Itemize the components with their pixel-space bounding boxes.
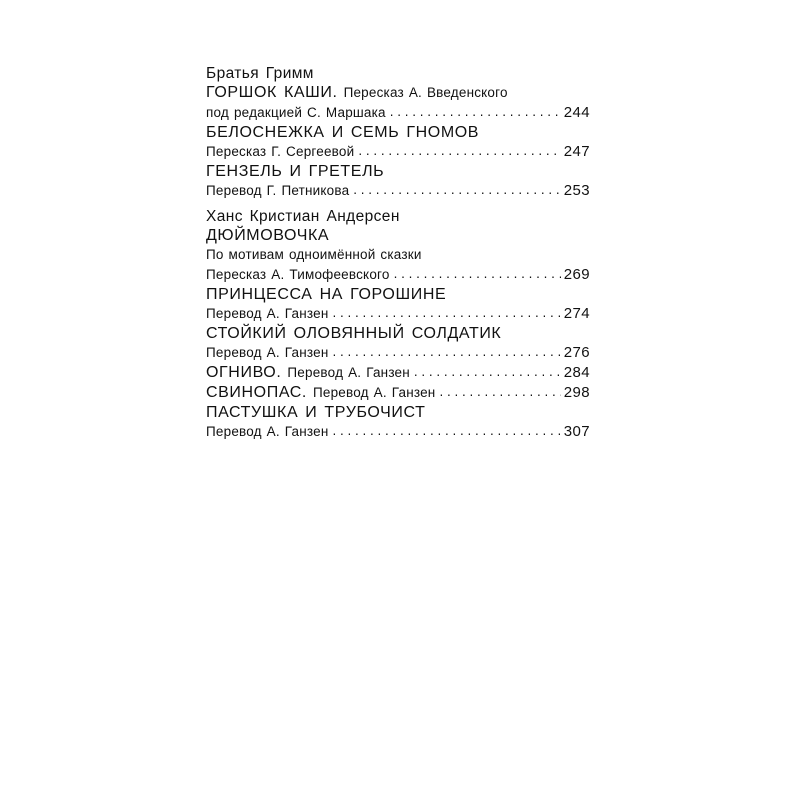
toc-entry-continuation: [206, 103, 590, 123]
dot-leader: [358, 141, 560, 161]
dot-leader: [333, 342, 561, 362]
author-heading: Братья Гримм: [206, 65, 314, 82]
page-number: 307: [563, 423, 590, 440]
story-title: ОГНИВО.: [206, 364, 282, 381]
dot-leader: [439, 382, 560, 402]
toc-entry: [206, 142, 590, 162]
translator-note: Перевод А. Ганзен: [312, 385, 436, 400]
toc-entry: [206, 181, 590, 201]
table-of-contents: [206, 64, 590, 442]
page-number: 276: [563, 344, 590, 361]
translator-note: Пересказ А. Введенского: [343, 85, 508, 100]
toc-entry: [206, 304, 590, 324]
dot-leader: [333, 421, 561, 441]
story-title: СВИНОПАС.: [206, 384, 307, 401]
story-title: ДЮЙМОВОЧКА: [206, 227, 330, 244]
dot-leader: [353, 180, 560, 200]
translator-note: Перевод А. Ганзен: [206, 424, 329, 439]
toc-entry: [206, 422, 590, 442]
page-number: 247: [563, 143, 590, 160]
toc-entry: [206, 265, 590, 285]
story-title: ГОРШОК КАШИ.: [206, 84, 338, 101]
translator-note: Пересказ Г. Сергеевой: [206, 144, 355, 159]
page-number: 253: [563, 182, 590, 199]
story-title: СТОЙКИЙ ОЛОВЯННЫЙ СОЛДАТИК: [206, 325, 502, 342]
toc-entry: [206, 383, 590, 403]
page-number: 244: [563, 104, 590, 121]
page-number: 274: [563, 305, 590, 322]
story-title: ПРИНЦЕССА НА ГОРОШИНЕ: [206, 286, 447, 303]
toc-entry: [206, 83, 590, 103]
dot-leader: [333, 303, 561, 323]
translator-note: Пересказ А. Тимофеевского: [206, 267, 390, 282]
story-title: ПАСТУШКА И ТРУБОЧИСТ: [206, 404, 426, 421]
dot-leader: [414, 362, 561, 382]
translator-note: Перевод А. Ганзен: [287, 365, 410, 380]
dot-leader: [390, 102, 561, 122]
page-number: 298: [563, 384, 590, 401]
translator-note: Перевод Г. Петникова: [206, 183, 350, 198]
toc-entry: [206, 363, 590, 383]
toc-entry: [206, 343, 590, 363]
translator-note: Перевод А. Ганзен: [206, 345, 329, 360]
story-title: БЕЛОСНЕЖКА И СЕМЬ ГНОМОВ: [206, 124, 480, 141]
story-title: ГЕНЗЕЛЬ И ГРЕТЕЛЬ: [206, 163, 385, 180]
translator-note: под редакцией С. Маршака: [206, 105, 386, 120]
page-number: 269: [563, 266, 590, 283]
author-heading: Ханс Кристиан Андерсен: [206, 208, 400, 225]
translator-note: Перевод А. Ганзен: [206, 306, 329, 321]
page-number: 284: [563, 364, 590, 381]
dot-leader: [394, 264, 561, 284]
translator-note: По мотивам одноимённой сказки: [206, 247, 422, 262]
